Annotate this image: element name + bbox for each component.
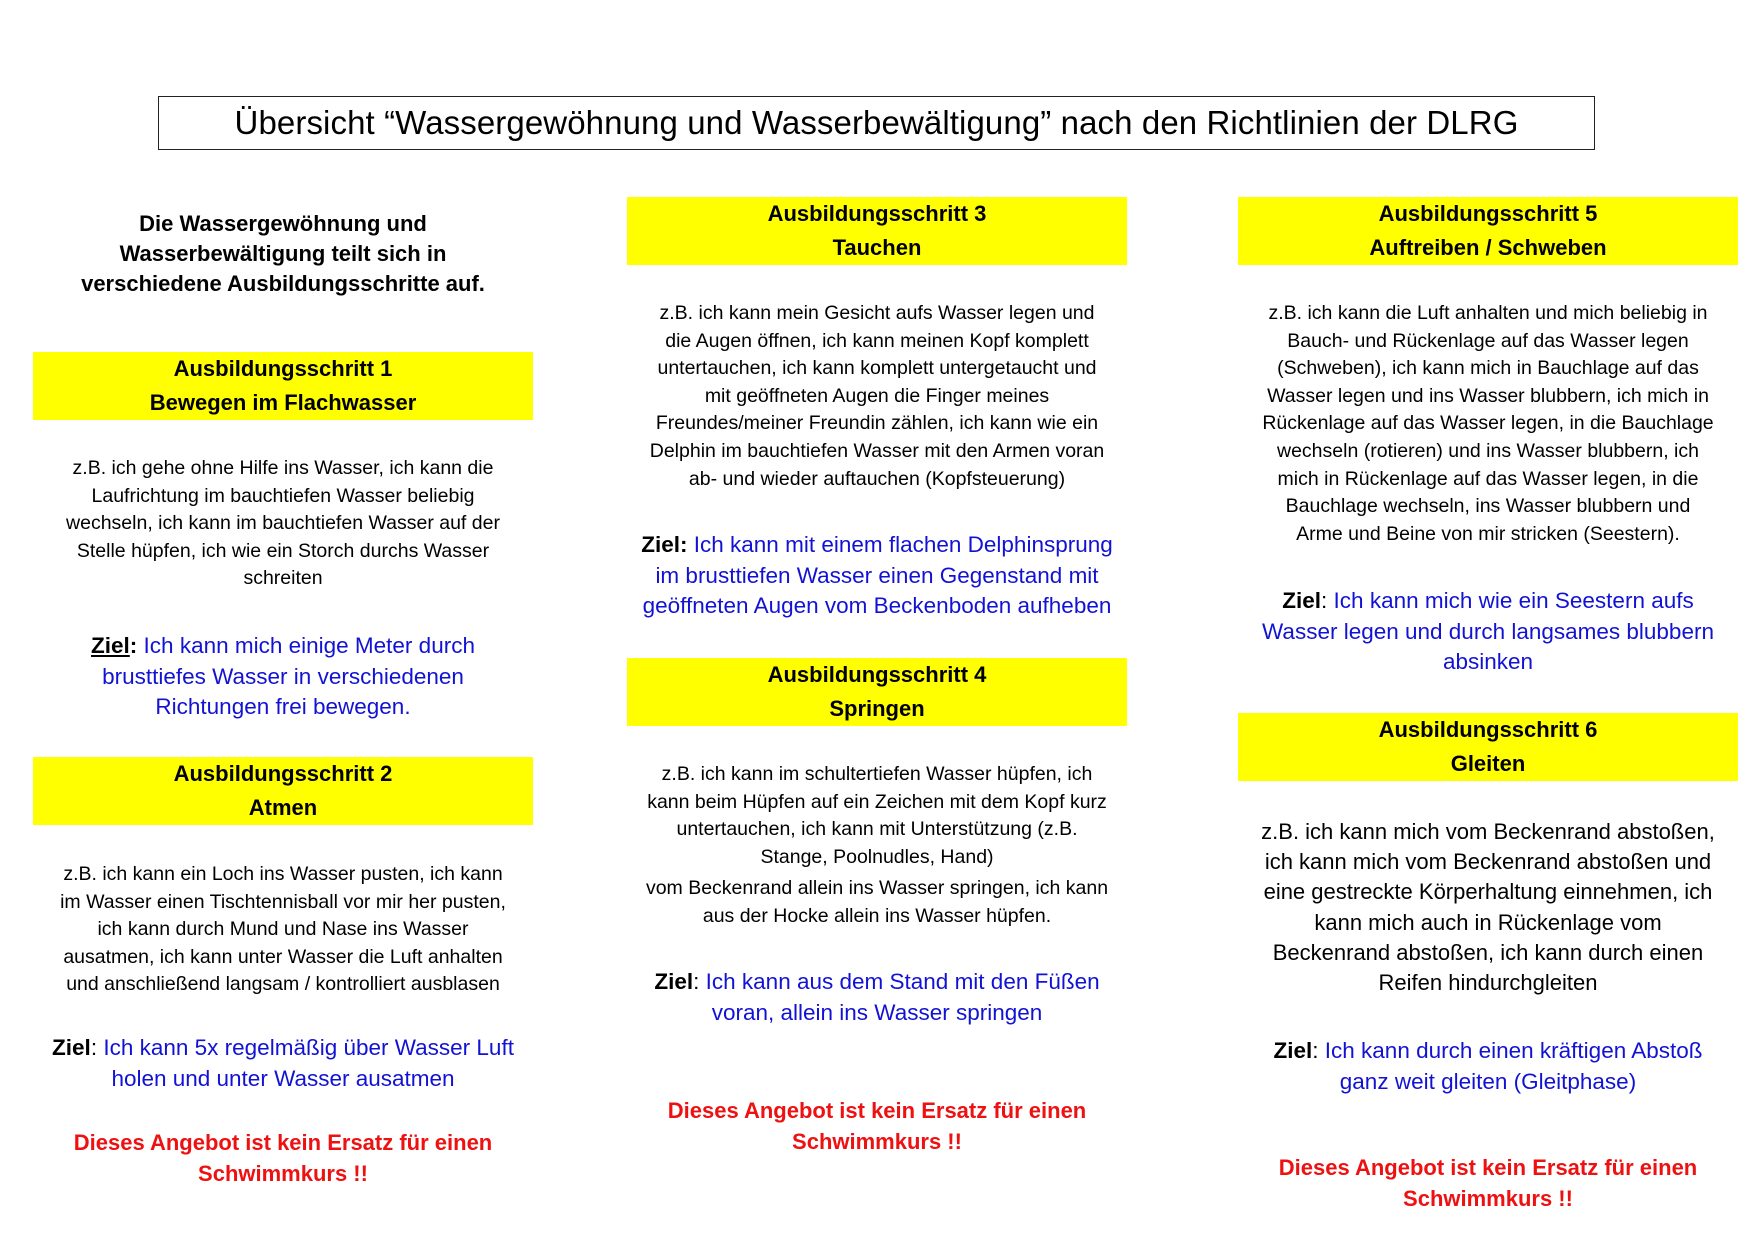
example-line: z.B. ich kann mich vom Beckenrand abstoßen, [1261, 819, 1715, 844]
example-line: z.B. ich kann ein Loch ins Wasser pusten, ich kann [63, 863, 503, 885]
step-number: Ausbildungsschritt 5 [1378, 201, 1598, 226]
step-5-goal: Ziel: Ich kann mich wie ein Seestern aufs Wasser legen und durch langsames blubbern absinken [1238, 586, 1738, 678]
goal-line: absinken [1442, 649, 1534, 674]
warning-line: Schwimmkurs !! [1403, 1185, 1573, 1211]
goal-line: brusttiefes Wasser in verschiedenen [102, 663, 464, 689]
example-line: untertauchen, ich kann komplett untergetaucht und [657, 357, 1097, 380]
step-5-heading [1238, 197, 1738, 265]
step-4-examples [627, 761, 1127, 871]
step-6-goal: Ziel: Ich kann durch einen kräftigen Abstoß ganz weit gleiten (Gleitphase) [1238, 1036, 1738, 1097]
example-line: z.B. ich gehe ohne Hilfe ins Wasser, ich kann die [72, 457, 494, 479]
step-4-examples-continued [627, 875, 1127, 930]
step-6-heading [1238, 713, 1738, 781]
step-2-examples [33, 861, 533, 999]
goal-line: Wasser legen und durch langsames blubbern [1262, 618, 1714, 644]
step-6-examples [1238, 817, 1738, 998]
example-line: Bauch- und Rückenlage auf das Wasser legen [1287, 329, 1689, 352]
step-5-examples [1238, 300, 1738, 548]
goal-label: Ziel [1273, 1038, 1313, 1063]
example-line: aus der Hocke allein ins Wasser hüpfen. [702, 904, 1052, 927]
example-line: ich kann mich vom Beckenrand abstoßen und [1264, 849, 1712, 875]
example-line: mich in Rückenlage auf das Wasser legen, in die [1277, 467, 1699, 490]
step-1-goal: Ziel: Ich kann mich einige Meter durch brusttiefes Wasser in verschiedenen Richtungen frei bewegen. [33, 631, 533, 723]
example-line: z.B. ich kann die Luft anhalten und mich beliebig in [1268, 302, 1708, 324]
goal-label: Ziel [52, 1035, 91, 1060]
goal-line: geöffneten Augen vom Beckenboden aufheben [642, 593, 1112, 618]
step-title: Atmen [248, 795, 318, 820]
example-line: wechseln (rotieren) und ins Wasser blubbern, ich [1277, 439, 1699, 462]
warning-line: Dieses Angebot ist kein Ersatz für einen [667, 1098, 1087, 1123]
example-line: z.B. ich kann im schultertiefen Wasser hüpfen, ich [661, 763, 1093, 785]
goal-label: Ziel [91, 633, 130, 658]
page-title: Übersicht “Wassergewöhnung und Wasserbewältigung” nach den Richtlinien der DLRG [234, 104, 1519, 141]
intro-line: Die Wassergewöhnung und [139, 211, 427, 236]
goal-line: im brusttiefen Wasser einen Gegenstand mit [655, 562, 1099, 588]
example-line: kann mich auch in Rückenlage vom [1314, 909, 1662, 935]
step-number: Ausbildungsschritt 4 [767, 662, 987, 687]
example-line: ich kann durch Mund und Nase ins Wasser [97, 918, 469, 941]
step-1-heading [33, 352, 533, 420]
example-line: Bauchlage wechseln, ins Wasser blubbern und [1285, 495, 1691, 518]
goal-line: Richtungen frei bewegen. [155, 694, 411, 719]
example-line: und anschließend langsam / kontrolliert ausblasen [66, 973, 500, 996]
goal-line: Ich kann 5x regelmäßig über Wasser Luft [103, 1035, 514, 1060]
step-number: Ausbildungsschritt 3 [767, 201, 987, 226]
example-line: Reifen hindurchgleiten [1378, 970, 1598, 996]
step-number: Ausbildungsschritt 2 [173, 761, 393, 786]
step-title: Springen [829, 696, 925, 721]
example-line: ab- und wieder auftauchen (Kopfsteuerung) [688, 467, 1066, 490]
goal-line: Ich kann mich einige Meter durch [143, 633, 475, 658]
step-title: Auftreiben / Schweben [1369, 235, 1607, 260]
example-line: Beckenrand abstoßen, ich kann durch einen [1272, 939, 1704, 965]
example-line: eine gestreckte Körperhaltung einnehmen, ich [1263, 879, 1713, 905]
step-4-goal: Ziel: Ich kann aus dem Stand mit den Füßen voran, allein ins Wasser springen [627, 967, 1127, 1028]
example-line: Laufrichtung im bauchtiefen Wasser beliebig [91, 484, 475, 507]
example-line: ausatmen, ich kann unter Wasser die Luft anhalten [63, 945, 503, 968]
example-line: vom Beckenrand allein ins Wasser springen, ich kann [645, 877, 1109, 899]
example-line: Stelle hüpfen, ich wie ein Storch durchs Wasser [76, 539, 490, 562]
example-line: Wasser legen und ins Wasser blubbern, ich mich in [1267, 384, 1709, 407]
goal-line: holen und unter Wasser ausatmen [111, 1065, 455, 1091]
goal-label: Ziel [641, 532, 680, 557]
step-2-heading [33, 757, 533, 825]
warning-notice [33, 1128, 533, 1189]
example-line: (Schweben), ich kann mich in Bauchlage auf das [1277, 357, 1699, 380]
goal-line: Ich kann durch einen kräftigen Abstoß [1324, 1038, 1703, 1063]
example-line: Stange, Poolnudles, Hand) [760, 845, 994, 868]
example-line: untertauchen, ich kann mit Unterstützung (z.B. [676, 818, 1078, 841]
example-line: im Wasser einen Tischtennisball vor mir her pusten, [60, 890, 506, 913]
warning-notice [627, 1096, 1127, 1157]
warning-line: Schwimmkurs !! [198, 1160, 368, 1186]
example-line: Delphin im bauchtiefen Wasser mit den Armen voran [649, 439, 1105, 462]
warning-line: Dieses Angebot ist kein Ersatz für einen [1278, 1155, 1698, 1180]
intro-text [33, 209, 533, 299]
step-number: Ausbildungsschritt 1 [173, 356, 393, 381]
step-3-examples [627, 300, 1127, 493]
step-3-heading [627, 197, 1127, 265]
goal-line: voran, allein ins Wasser springen [711, 999, 1043, 1025]
goal-line: Ich kann mit einem flachen Delphinsprung [693, 532, 1113, 557]
step-title: Bewegen im Flachwasser [149, 390, 417, 415]
warning-line: Schwimmkurs !! [792, 1128, 962, 1154]
step-1-examples [33, 455, 533, 593]
intro-line: Wasserbewältigung teilt sich in [119, 241, 447, 266]
step-title: Gleiten [1450, 751, 1526, 776]
example-line: die Augen öffnen, ich kann meinen Kopf komplett [665, 329, 1089, 352]
goal-line: ganz weit gleiten (Gleitphase) [1339, 1068, 1637, 1094]
example-line: wechseln, ich kann im bauchtiefen Wasser auf der [66, 512, 500, 535]
step-title: Tauchen [832, 235, 922, 260]
step-4-heading [627, 658, 1127, 726]
step-2-goal: Ziel: Ich kann 5x regelmäßig über Wasser Luft holen und unter Wasser ausatmen [33, 1033, 533, 1094]
example-line: Freundes/meiner Freundin zählen, ich kann wie ein [655, 412, 1099, 435]
intro-line: verschiedene Ausbildungsschritte auf. [81, 271, 485, 296]
step-number: Ausbildungsschritt 6 [1378, 717, 1598, 742]
example-line: mit geöffneten Augen die Finger meines [704, 384, 1050, 407]
step-3-goal: Ziel: Ich kann mit einem flachen Delphinsprung im brusttiefen Wasser einen Gegenstand mit geöffneten Augen vom Beckenboden aufheben [627, 530, 1127, 622]
warning-line: Dieses Angebot ist kein Ersatz für einen [73, 1130, 493, 1155]
goal-label: Ziel [654, 969, 694, 994]
example-line: Rückenlage auf das Wasser legen, in die Bauchlage [1262, 412, 1714, 435]
example-line: kann beim Hüpfen auf ein Zeichen mit dem Kopf kurz [647, 790, 1107, 813]
goal-label: Ziel [1282, 588, 1322, 613]
goal-line: Ich kann aus dem Stand mit den Füßen [705, 969, 1100, 994]
warning-notice [1238, 1153, 1738, 1214]
example-line: Arme und Beine von mir stricken (Seestern). [1296, 522, 1680, 545]
goal-line: Ich kann mich wie ein Seestern aufs [1333, 588, 1694, 613]
title-box [158, 96, 1595, 150]
example-line: z.B. ich kann mein Gesicht aufs Wasser legen und [659, 302, 1095, 324]
example-line: schreiten [243, 567, 323, 590]
